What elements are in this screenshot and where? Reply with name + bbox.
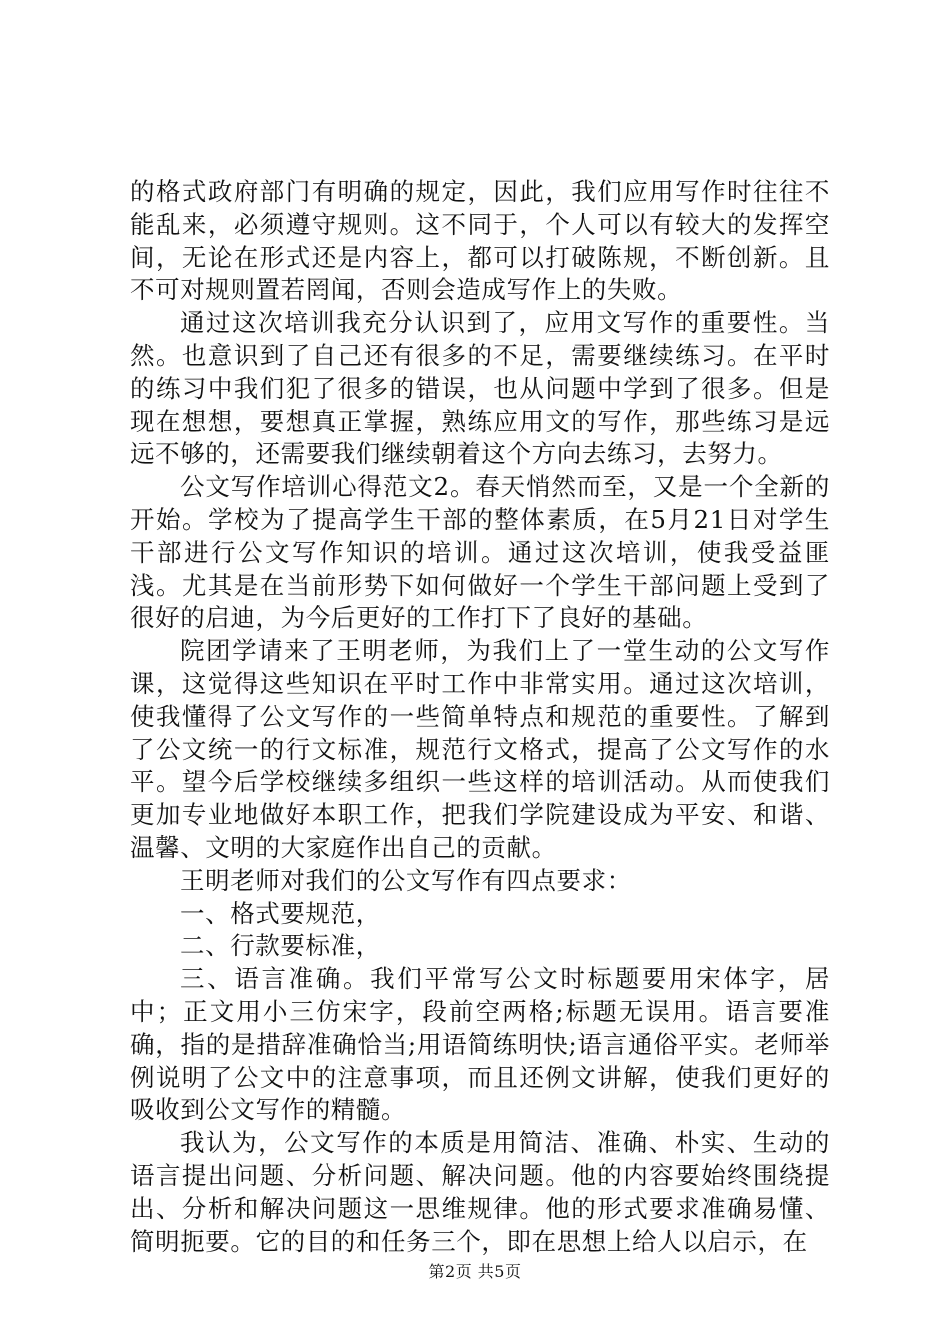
list-item: 一、格式要规范， — [180, 898, 381, 928]
paragraph: 公文写作培训心得范文2。春天悄然而至，又是一个全新的开始。学校为了提高学生干部的整体素质，在5月21日对学生干部进行公文写作知识的培训。通过这次培训，使我受益匪浅。尤其是在当前形势下如何做好一个学生干部问题上受到了很好的启迪，为今后更好的工作打下了良好的基础。 — [130, 472, 830, 633]
list-item: 二、行款要标准， — [180, 931, 381, 961]
paragraph: 通过这次培训我充分认识到了，应用文写作的重要性。当然。也意识到了自己还有很多的不足，需要继续练习。在平时的练习中我们犯了很多的错误，也从问题中学到了很多。但是现在想想，要想真正掌握，熟练应用文的写作，那些练习是远远不够的，还需要我们继续朝着这个方向去练习，去努力。 — [130, 308, 830, 469]
page-footer: 第2页 共5页 — [428, 1262, 522, 1281]
paragraph: 王明老师对我们的公文写作有四点要求： — [180, 865, 632, 895]
paragraph-continuation: 的格式政府部门有明确的规定，因此，我们应用写作时往往不能乱来，必须遵守规则。这不同于，个人可以有较大的发挥空间，无论在形式还是内容上，都可以打破陈规，不断创新。且不可对规则置若罔闻，否则会造成写作上的失败。 — [130, 177, 830, 305]
list-item: 三、语言准确。我们平常写公文时标题要用宋体字，居中；正文用小三仿宋字，段前空两格;标题无误用。语言要准确，指的是措辞准确恰当;用语简练明快;语言通俗平实。老师举例说明了公文中的注意事项，而且还例文讲解，使我们更好的吸收到公文写作的精髓。 — [130, 964, 830, 1125]
paragraph: 院团学请来了王明老师，为我们上了一堂生动的公文写作课，这觉得这些知识在平时工作中非常实用。通过这次培训，使我懂得了公文写作的一些简单特点和规范的重要性。了解到了公文统一的行文标准，规范行文格式，提高了公文写作的水平。望今后学校继续多组织一些这样的培训活动。从而使我们更加专业地做好本职工作，把我们学院建设成为平安、和谐、温馨、文明的大家庭作出自己的贡献。 — [130, 636, 830, 862]
body-text — [130, 176, 830, 1258]
paragraph: 我认为，公文写作的本质是用简洁、准确、朴实、生动的语言提出问题、分析问题、解决问题。他的内容要始终围绕提出、分析和解决问题这一思维规律。他的形式要求准确易懂、简明扼要。它的目的和任务三个，即在思想上给人以启示，在 — [130, 1128, 830, 1256]
